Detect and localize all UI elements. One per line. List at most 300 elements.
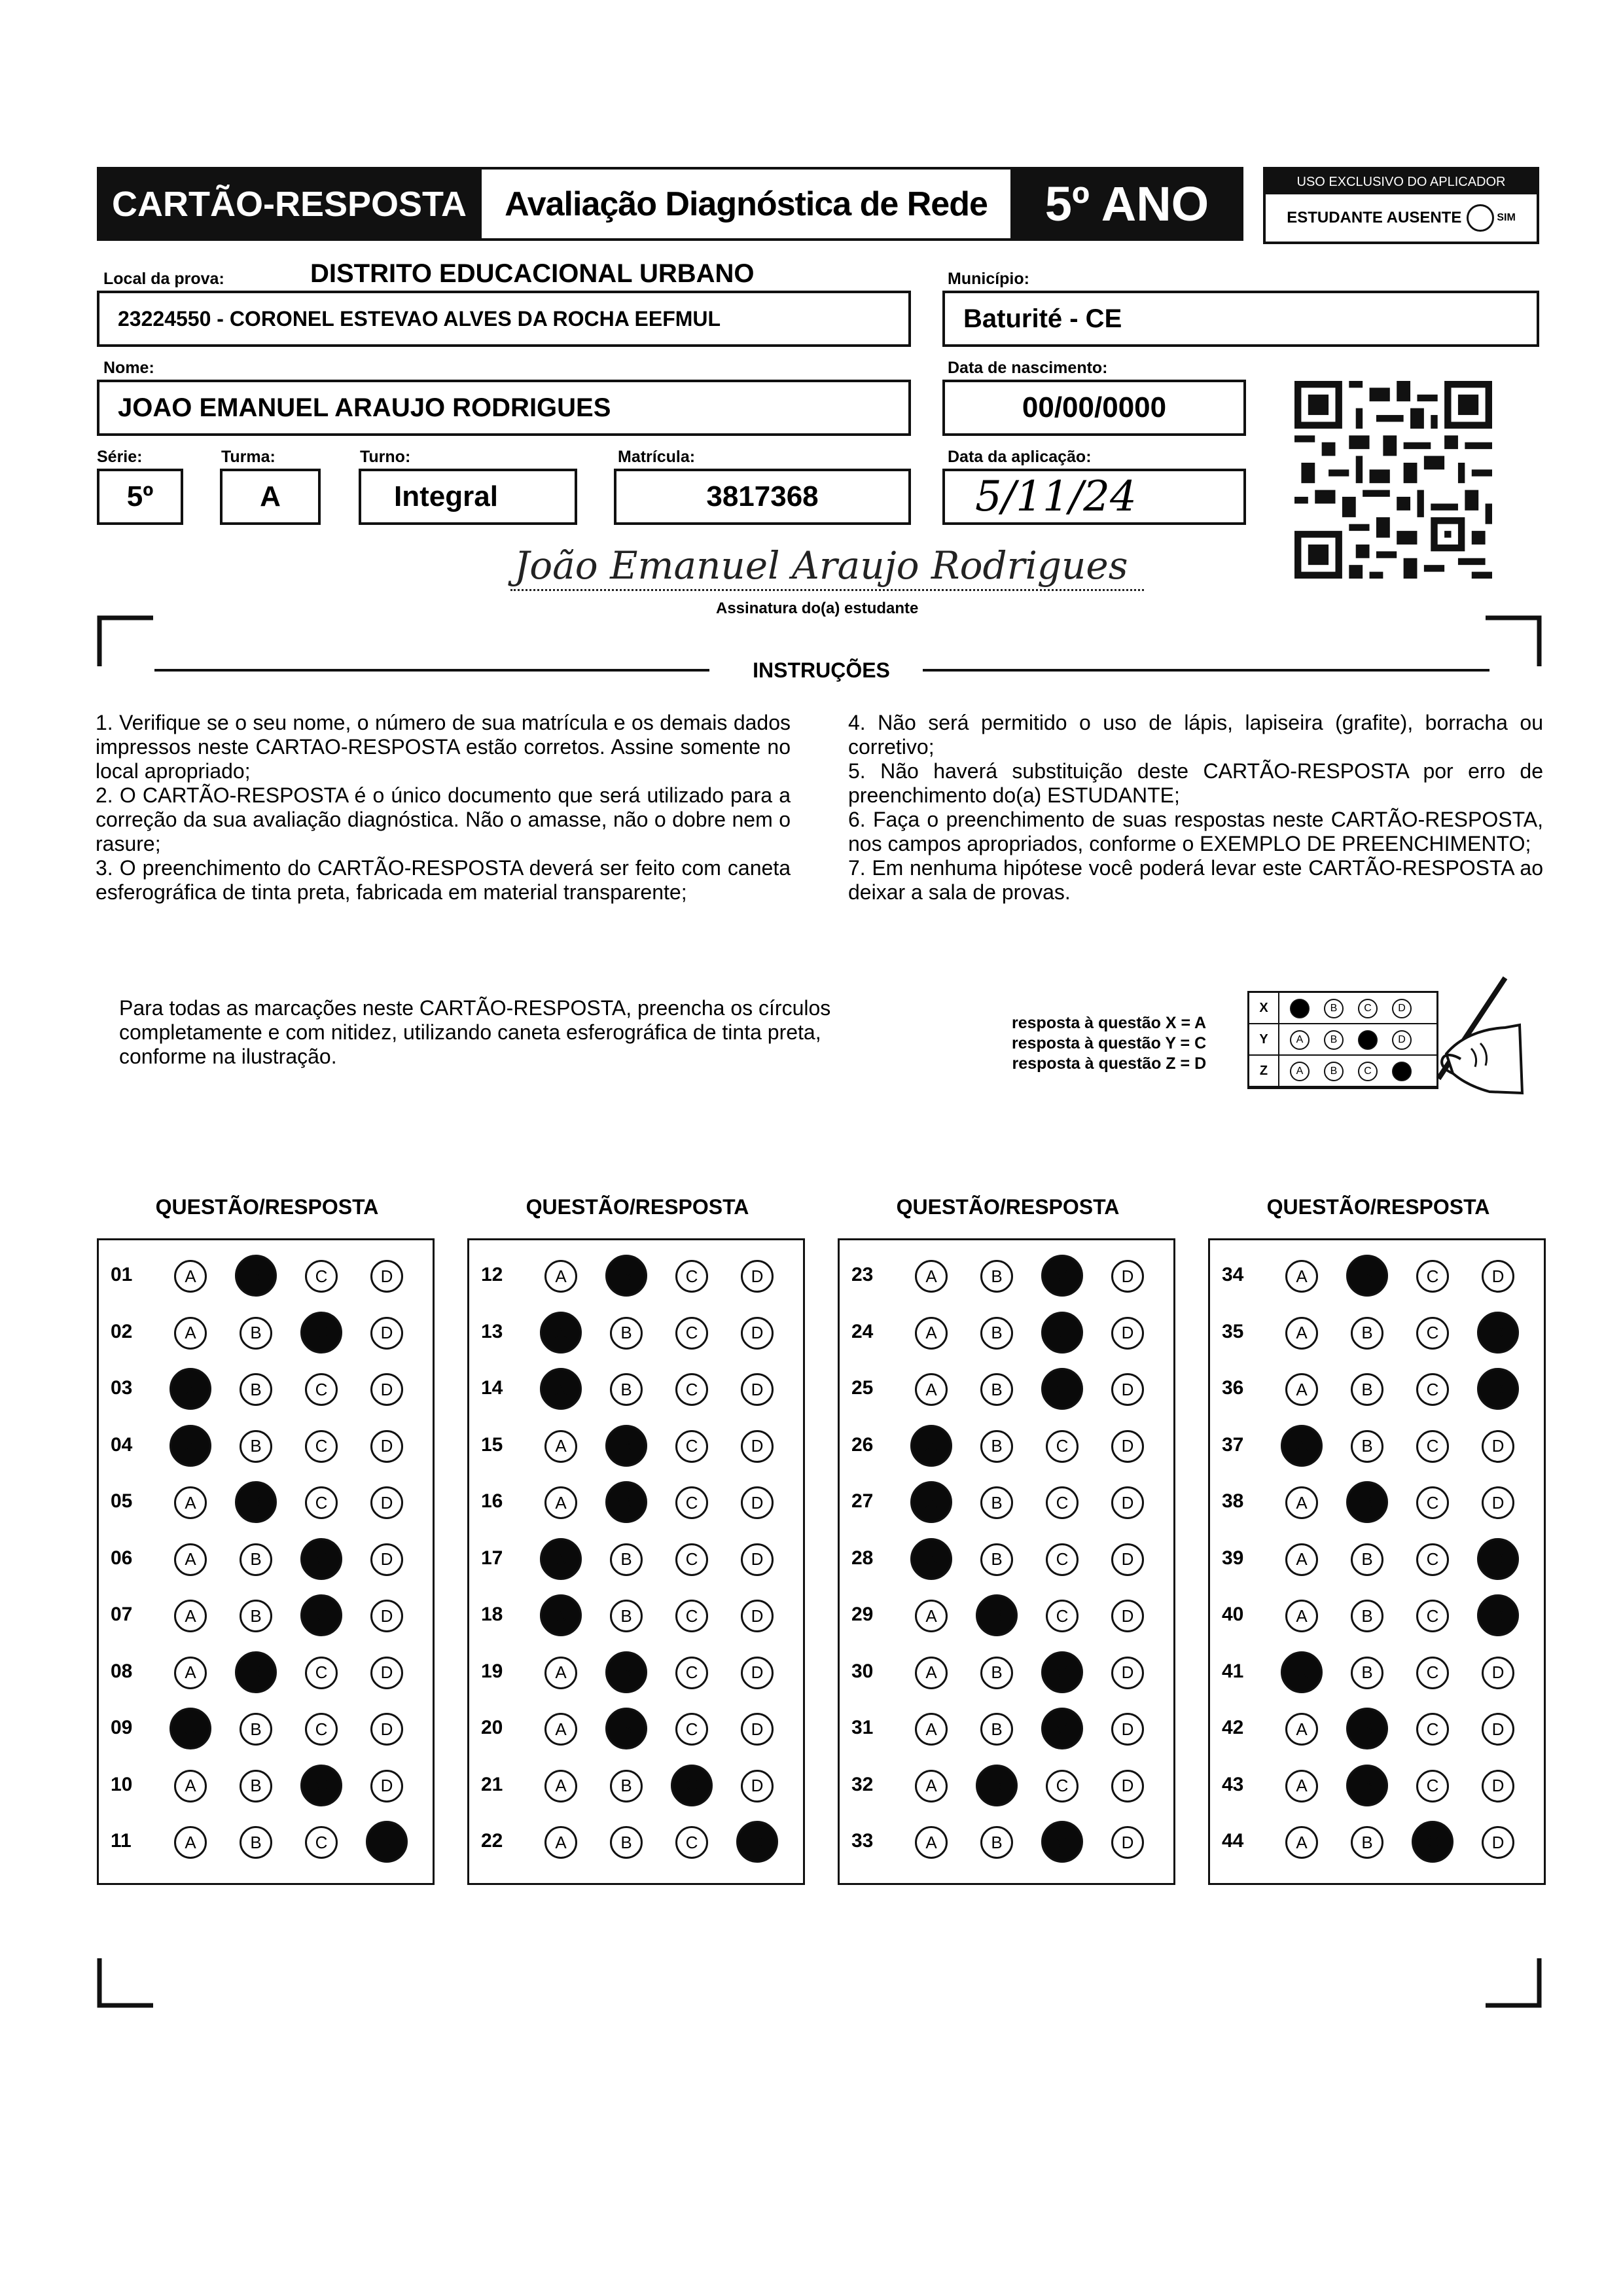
instructions-title: INSTRUÇÕES bbox=[753, 658, 890, 682]
corner-mark-bottom-right bbox=[1483, 1957, 1542, 2009]
answer-bubble-b[interactable]: B bbox=[1351, 1543, 1383, 1576]
matricula-label: Matrícula: bbox=[618, 448, 696, 466]
answer-bubble-a[interactable]: A bbox=[910, 1538, 952, 1580]
question-number: 15 bbox=[481, 1433, 503, 1456]
answer-bubble-a[interactable]: A bbox=[1281, 1425, 1323, 1467]
answer-bubble-d[interactable]: D bbox=[741, 1770, 774, 1803]
answer-bubble-d[interactable]: D bbox=[370, 1317, 403, 1350]
answer-bubble-d[interactable]: D bbox=[1111, 1600, 1144, 1632]
example-row-label: Z bbox=[1249, 1056, 1279, 1086]
answer-bubble-b[interactable]: B bbox=[240, 1826, 272, 1859]
answer-bubble-a[interactable]: A bbox=[174, 1317, 207, 1350]
grid-title: QUESTÃO/RESPOSTA bbox=[526, 1195, 749, 1219]
answer-bubble-d[interactable]: D bbox=[741, 1373, 774, 1406]
answer-bubble-c[interactable]: C bbox=[1416, 1430, 1449, 1463]
answer-row bbox=[99, 1309, 433, 1355]
answer-bubble-b[interactable]: B bbox=[605, 1651, 647, 1693]
answer-bubble-d[interactable]: D bbox=[736, 1821, 778, 1863]
answer-bubble-a[interactable]: A bbox=[1281, 1651, 1323, 1693]
answer-bubble-b[interactable]: B bbox=[980, 1543, 1013, 1576]
question-number: 40 bbox=[1222, 1604, 1244, 1625]
answer-bubble-a[interactable]: A bbox=[544, 1260, 577, 1293]
answer-bubble-a[interactable]: A bbox=[915, 1373, 948, 1406]
answer-bubble-c[interactable]: C bbox=[1046, 1543, 1079, 1576]
absent-option: SIM bbox=[1497, 212, 1516, 223]
instructions-rule-left bbox=[154, 669, 709, 672]
answer-bubble-c[interactable]: C bbox=[1041, 1821, 1083, 1863]
answer-bubble-b[interactable]: B bbox=[1351, 1373, 1383, 1406]
answer-bubble-a[interactable]: A bbox=[910, 1481, 952, 1523]
absent-bubble[interactable] bbox=[1467, 204, 1494, 232]
answer-bubble-c[interactable]: C bbox=[1416, 1543, 1449, 1576]
question-number: 33 bbox=[851, 1830, 874, 1852]
question-number: 39 bbox=[1222, 1547, 1244, 1569]
answer-bubble-d[interactable]: D bbox=[741, 1657, 774, 1689]
answer-bubble-a[interactable]: A bbox=[1285, 1770, 1318, 1803]
answer-bubble-c[interactable]: C bbox=[1046, 1430, 1079, 1463]
answer-bubble-a[interactable]: A bbox=[174, 1826, 207, 1859]
answer-bubble-b[interactable]: B bbox=[610, 1770, 643, 1803]
nome-label: Nome: bbox=[103, 359, 154, 377]
example-bubble-b: B bbox=[1324, 999, 1344, 1018]
example-legend-y: resposta à questão Y = C bbox=[1012, 1034, 1207, 1052]
answer-bubble-b[interactable]: B bbox=[980, 1373, 1013, 1406]
answer-row bbox=[840, 1309, 1173, 1355]
answer-row bbox=[1210, 1818, 1544, 1864]
answer-bubble-c[interactable]: C bbox=[1041, 1312, 1083, 1354]
instruction-item: 2. O CARTÃO-RESPOSTA é o único documento que será utilizado para a correção da sua avaliação diagnóstica. Não o amasse, não o dobre nem o rasure; bbox=[96, 783, 791, 855]
answer-bubble-a[interactable]: A bbox=[174, 1657, 207, 1689]
answer-row bbox=[1210, 1479, 1544, 1524]
answer-bubble-b[interactable]: B bbox=[240, 1713, 272, 1746]
turma-label: Turma: bbox=[221, 448, 276, 466]
answer-bubble-c[interactable]: C bbox=[305, 1430, 338, 1463]
answer-bubble-a[interactable]: A bbox=[915, 1657, 948, 1689]
answer-bubble-b[interactable]: B bbox=[605, 1481, 647, 1523]
answer-row bbox=[99, 1762, 433, 1808]
answer-bubble-c[interactable]: C bbox=[1412, 1821, 1454, 1863]
answer-bubble-d[interactable]: D bbox=[1111, 1486, 1144, 1519]
answer-row bbox=[1210, 1252, 1544, 1298]
answer-bubble-b[interactable]: B bbox=[980, 1713, 1013, 1746]
answer-bubble-d[interactable]: D bbox=[1111, 1713, 1144, 1746]
question-number: 10 bbox=[111, 1773, 133, 1795]
answer-bubble-d[interactable]: D bbox=[741, 1486, 774, 1519]
municipio-label: Município: bbox=[948, 270, 1029, 288]
answer-bubble-a[interactable]: A bbox=[174, 1260, 207, 1293]
question-number: 27 bbox=[851, 1490, 874, 1512]
answer-bubble-d[interactable]: D bbox=[370, 1657, 403, 1689]
answer-bubble-a[interactable]: A bbox=[915, 1770, 948, 1803]
answer-bubble-b[interactable]: B bbox=[980, 1486, 1013, 1519]
question-number: 06 bbox=[111, 1547, 133, 1569]
answer-bubble-d[interactable]: D bbox=[1482, 1260, 1514, 1293]
answer-bubble-d[interactable]: D bbox=[741, 1260, 774, 1293]
answer-bubble-b[interactable]: B bbox=[610, 1317, 643, 1350]
answer-row bbox=[840, 1705, 1173, 1751]
answer-bubble-a[interactable]: A bbox=[1285, 1486, 1318, 1519]
example-bubble-c: C bbox=[1358, 1062, 1378, 1081]
example-bubble-b: B bbox=[1324, 1062, 1344, 1081]
corner-mark-top-right bbox=[1483, 615, 1542, 668]
question-number: 08 bbox=[111, 1660, 133, 1682]
question-number: 20 bbox=[481, 1717, 503, 1738]
answer-bubble-b[interactable]: B bbox=[1351, 1430, 1383, 1463]
answer-bubble-c[interactable]: C bbox=[675, 1260, 708, 1293]
answer-bubble-c[interactable]: C bbox=[675, 1826, 708, 1859]
answer-bubble-a[interactable]: A bbox=[544, 1657, 577, 1689]
answer-bubble-d[interactable]: D bbox=[1477, 1312, 1519, 1354]
answer-bubble-c[interactable]: C bbox=[675, 1600, 708, 1632]
answer-grid bbox=[467, 1238, 805, 1885]
answer-row bbox=[469, 1592, 803, 1638]
instructions-rule-right bbox=[923, 669, 1489, 672]
answer-bubble-c[interactable]: C bbox=[1416, 1373, 1449, 1406]
answer-bubble-d[interactable]: D bbox=[370, 1543, 403, 1576]
question-number: 18 bbox=[481, 1604, 503, 1625]
question-number: 44 bbox=[1222, 1830, 1244, 1852]
example-bubble-d: D bbox=[1392, 999, 1412, 1018]
question-number: 38 bbox=[1222, 1490, 1244, 1512]
question-number: 23 bbox=[851, 1264, 874, 1285]
answer-row bbox=[99, 1479, 433, 1524]
answer-bubble-c[interactable]: C bbox=[305, 1713, 338, 1746]
answer-bubble-d[interactable]: D bbox=[1111, 1430, 1144, 1463]
answer-row bbox=[469, 1252, 803, 1298]
answer-bubble-d[interactable]: D bbox=[1477, 1594, 1519, 1636]
answer-bubble-c[interactable]: C bbox=[1046, 1486, 1079, 1519]
answer-bubble-a[interactable]: A bbox=[174, 1543, 207, 1576]
answer-row bbox=[1210, 1649, 1544, 1695]
example-legend bbox=[1012, 1013, 1206, 1074]
answer-bubble-a[interactable]: A bbox=[169, 1708, 211, 1749]
question-number: 24 bbox=[851, 1320, 874, 1342]
answer-bubble-a[interactable]: A bbox=[1285, 1260, 1318, 1293]
answer-bubble-a[interactable]: A bbox=[1285, 1826, 1318, 1859]
answer-bubble-b[interactable]: B bbox=[1346, 1255, 1388, 1297]
example-bubble-a: A bbox=[1290, 999, 1310, 1018]
instruction-item: 5. Não haverá substituição deste CARTÃO-RESPOSTA por erro de preenchimento do(a) ESTUDANTE; bbox=[848, 759, 1543, 807]
question-number: 11 bbox=[111, 1830, 132, 1852]
answer-bubble-d[interactable]: D bbox=[1482, 1713, 1514, 1746]
answer-bubble-a[interactable]: A bbox=[910, 1425, 952, 1467]
answer-bubble-b[interactable]: B bbox=[235, 1255, 277, 1297]
question-number: 09 bbox=[111, 1717, 133, 1738]
answer-bubble-b[interactable]: B bbox=[1346, 1708, 1388, 1749]
answer-bubble-c[interactable]: C bbox=[1416, 1260, 1449, 1293]
answer-bubble-a[interactable]: A bbox=[540, 1538, 582, 1580]
answer-bubble-b[interactable]: B bbox=[610, 1373, 643, 1406]
answer-bubble-d[interactable]: D bbox=[1477, 1538, 1519, 1580]
answer-bubble-b[interactable]: B bbox=[235, 1481, 277, 1523]
example-row-label: X bbox=[1249, 993, 1279, 1023]
answer-bubble-c[interactable]: C bbox=[1041, 1368, 1083, 1410]
answer-bubble-a[interactable]: A bbox=[169, 1368, 211, 1410]
example-bubble-c: C bbox=[1358, 999, 1378, 1018]
answer-row bbox=[840, 1252, 1173, 1298]
answer-bubble-c[interactable]: C bbox=[675, 1430, 708, 1463]
answer-bubble-a[interactable]: A bbox=[915, 1260, 948, 1293]
answer-bubble-d[interactable]: D bbox=[370, 1430, 403, 1463]
answer-row bbox=[469, 1365, 803, 1411]
question-number: 22 bbox=[481, 1830, 503, 1852]
answer-bubble-b[interactable]: B bbox=[605, 1425, 647, 1467]
applicator-title: USO EXCLUSIVO DO APLICADOR bbox=[1266, 170, 1537, 194]
answer-bubble-d[interactable]: D bbox=[1111, 1317, 1144, 1350]
question-number: 21 bbox=[481, 1773, 503, 1795]
answer-bubble-c[interactable]: C bbox=[675, 1543, 708, 1576]
question-number: 13 bbox=[481, 1320, 503, 1342]
answer-bubble-c[interactable]: C bbox=[671, 1765, 713, 1806]
question-number: 14 bbox=[481, 1377, 503, 1399]
answer-bubble-b[interactable]: B bbox=[980, 1657, 1013, 1689]
answer-bubble-c[interactable]: C bbox=[305, 1486, 338, 1519]
applicator-box bbox=[1263, 167, 1539, 244]
answer-bubble-a[interactable]: A bbox=[915, 1713, 948, 1746]
answer-bubble-d[interactable]: D bbox=[370, 1770, 403, 1803]
answer-row bbox=[469, 1762, 803, 1808]
answer-bubble-c[interactable]: C bbox=[675, 1317, 708, 1350]
answer-bubble-d[interactable]: D bbox=[370, 1260, 403, 1293]
answer-bubble-a[interactable]: A bbox=[540, 1312, 582, 1354]
answer-bubble-d[interactable]: D bbox=[1111, 1657, 1144, 1689]
local-value: DISTRITO EDUCACIONAL URBANO bbox=[310, 259, 755, 288]
answer-bubble-c[interactable]: C bbox=[675, 1713, 708, 1746]
local-label: Local da prova: bbox=[103, 270, 224, 288]
instruction-item: 3. O preenchimento do CARTÃO-RESPOSTA deverá ser feito com caneta esferográfica de tinta preta, fabricada em material transparente; bbox=[96, 856, 791, 904]
instruction-item: 1. Verifique se o seu nome, o número de sua matrícula e os demais dados impressos neste CARTAO-RESPOSTA estão corretos. Assine somente no local apropriado; bbox=[96, 711, 791, 783]
answer-bubble-d[interactable]: D bbox=[741, 1317, 774, 1350]
answer-bubble-d[interactable]: D bbox=[1482, 1826, 1514, 1859]
answer-row bbox=[840, 1649, 1173, 1695]
answer-bubble-b[interactable]: B bbox=[240, 1770, 272, 1803]
answer-bubble-a[interactable]: A bbox=[1285, 1373, 1318, 1406]
question-number: 17 bbox=[481, 1547, 503, 1569]
answer-row bbox=[1210, 1705, 1544, 1751]
question-number: 34 bbox=[1222, 1264, 1244, 1285]
answer-bubble-c[interactable]: C bbox=[300, 1594, 342, 1636]
answer-bubble-d[interactable]: D bbox=[1111, 1770, 1144, 1803]
question-number: 04 bbox=[111, 1433, 133, 1456]
answer-bubble-a[interactable]: A bbox=[544, 1770, 577, 1803]
answer-bubble-a[interactable]: A bbox=[915, 1826, 948, 1859]
answer-bubble-b[interactable]: B bbox=[980, 1260, 1013, 1293]
corner-mark-bottom-left bbox=[97, 1957, 156, 2009]
answer-bubble-a[interactable]: A bbox=[1285, 1543, 1318, 1576]
answer-bubble-a[interactable]: A bbox=[544, 1713, 577, 1746]
answer-bubble-c[interactable]: C bbox=[675, 1657, 708, 1689]
answer-bubble-c[interactable]: C bbox=[1416, 1600, 1449, 1632]
instructions-right bbox=[848, 711, 1543, 905]
answer-bubble-d[interactable]: D bbox=[370, 1713, 403, 1746]
answer-bubble-a[interactable]: A bbox=[174, 1600, 207, 1632]
answer-bubble-c[interactable]: C bbox=[675, 1486, 708, 1519]
answer-bubble-b[interactable]: B bbox=[240, 1317, 272, 1350]
answer-bubble-d[interactable]: D bbox=[741, 1430, 774, 1463]
answer-bubble-c[interactable]: C bbox=[300, 1538, 342, 1580]
answer-row bbox=[840, 1365, 1173, 1411]
answer-bubble-c[interactable]: C bbox=[1041, 1651, 1083, 1693]
answer-bubble-d[interactable]: D bbox=[366, 1821, 408, 1863]
answer-row bbox=[99, 1535, 433, 1581]
answer-row bbox=[99, 1705, 433, 1751]
answer-bubble-d[interactable]: D bbox=[1482, 1770, 1514, 1803]
answer-row bbox=[1210, 1762, 1544, 1808]
school-field: 23224550 - CORONEL ESTEVAO ALVES DA ROCHA EEFMUL bbox=[97, 291, 911, 347]
question-number: 36 bbox=[1222, 1377, 1244, 1399]
answer-bubble-d[interactable]: D bbox=[1482, 1430, 1514, 1463]
answer-bubble-d[interactable]: D bbox=[1111, 1826, 1144, 1859]
answer-bubble-c[interactable]: C bbox=[1416, 1770, 1449, 1803]
answer-bubble-c[interactable]: C bbox=[1046, 1600, 1079, 1632]
answer-bubble-b[interactable]: B bbox=[1346, 1765, 1388, 1806]
question-number: 30 bbox=[851, 1660, 874, 1682]
answer-bubble-d[interactable]: D bbox=[370, 1373, 403, 1406]
answer-bubble-c[interactable]: C bbox=[305, 1657, 338, 1689]
answer-bubble-d[interactable]: D bbox=[1477, 1368, 1519, 1410]
answer-bubble-a[interactable]: A bbox=[915, 1317, 948, 1350]
question-number: 01 bbox=[111, 1264, 133, 1285]
answer-bubble-b[interactable]: B bbox=[1351, 1317, 1383, 1350]
turno-label: Turno: bbox=[360, 448, 411, 466]
aplicacao-label: Data da aplicação: bbox=[948, 448, 1092, 466]
answer-bubble-a[interactable]: A bbox=[540, 1594, 582, 1636]
answer-bubble-b[interactable]: B bbox=[976, 1594, 1018, 1636]
question-number: 41 bbox=[1222, 1660, 1244, 1682]
example-text: Para todas as marcações neste CARTÃO-RESPOSTA, preencha os círculos completamente e com nitidez, utilizando caneta esferográfica de tinta preta, conforme na ilustração. bbox=[119, 996, 831, 1068]
matricula-field: 3817368 bbox=[614, 469, 911, 525]
corner-mark-top-left bbox=[97, 615, 156, 668]
answer-bubble-c[interactable]: C bbox=[1416, 1317, 1449, 1350]
answer-bubble-b[interactable]: B bbox=[980, 1317, 1013, 1350]
example-bubble-c: C bbox=[1358, 1030, 1378, 1050]
instructions-left bbox=[96, 711, 791, 905]
answer-bubble-b[interactable]: B bbox=[605, 1255, 647, 1297]
answer-row bbox=[469, 1309, 803, 1355]
answer-bubble-c[interactable]: C bbox=[1416, 1713, 1449, 1746]
answer-bubble-c[interactable]: C bbox=[1041, 1708, 1083, 1749]
instruction-item: 7. Em nenhuma hipótese você poderá levar este CARTÃO-RESPOSTA ao deixar a sala de provas. bbox=[848, 856, 1543, 904]
example-legend-x: resposta à questão X = A bbox=[1012, 1014, 1207, 1032]
answer-bubble-c[interactable]: C bbox=[305, 1826, 338, 1859]
answer-bubble-b[interactable]: B bbox=[1351, 1657, 1383, 1689]
example-row-label: Y bbox=[1249, 1024, 1279, 1054]
answer-bubble-b[interactable]: B bbox=[610, 1826, 643, 1859]
answer-bubble-a[interactable]: A bbox=[540, 1368, 582, 1410]
question-number: 31 bbox=[851, 1717, 874, 1738]
answer-bubble-c[interactable]: C bbox=[305, 1373, 338, 1406]
answer-bubble-b[interactable]: B bbox=[610, 1543, 643, 1576]
answer-bubble-b[interactable]: B bbox=[976, 1765, 1018, 1806]
answer-bubble-b[interactable]: B bbox=[1351, 1600, 1383, 1632]
answer-bubble-d[interactable]: D bbox=[741, 1600, 774, 1632]
answer-bubble-b[interactable]: B bbox=[240, 1373, 272, 1406]
answer-bubble-c[interactable]: C bbox=[305, 1260, 338, 1293]
example-legend-z: resposta à questão Z = D bbox=[1012, 1054, 1207, 1073]
answer-row bbox=[840, 1818, 1173, 1864]
answer-bubble-a[interactable]: A bbox=[915, 1600, 948, 1632]
question-number: 35 bbox=[1222, 1320, 1244, 1342]
question-number: 12 bbox=[481, 1264, 503, 1285]
answer-bubble-b[interactable]: B bbox=[610, 1600, 643, 1632]
answer-bubble-b[interactable]: B bbox=[240, 1600, 272, 1632]
question-number: 03 bbox=[111, 1377, 133, 1399]
turno-field: Integral bbox=[359, 469, 577, 525]
answer-row bbox=[1210, 1535, 1544, 1581]
answer-row bbox=[99, 1592, 433, 1638]
answer-row bbox=[840, 1762, 1173, 1808]
answer-row bbox=[99, 1252, 433, 1298]
answer-bubble-c[interactable]: C bbox=[300, 1765, 342, 1806]
answer-row bbox=[1210, 1592, 1544, 1638]
grid-title: QUESTÃO/RESPOSTA bbox=[155, 1195, 379, 1219]
question-number: 28 bbox=[851, 1547, 874, 1569]
answer-bubble-d[interactable]: D bbox=[370, 1600, 403, 1632]
answer-bubble-b[interactable]: B bbox=[240, 1430, 272, 1463]
answer-bubble-d[interactable]: D bbox=[1482, 1486, 1514, 1519]
serie-field: 5º bbox=[97, 469, 183, 525]
answer-grid bbox=[838, 1238, 1175, 1885]
example-bubble-a: A bbox=[1290, 1062, 1310, 1081]
answer-bubble-d[interactable]: D bbox=[370, 1486, 403, 1519]
answer-bubble-c[interactable]: C bbox=[300, 1312, 342, 1354]
grid-title: QUESTÃO/RESPOSTA bbox=[896, 1195, 1120, 1219]
signature-handwritten: João Emanuel Araujo Rodrigues bbox=[514, 543, 1128, 588]
answer-bubble-a[interactable]: A bbox=[169, 1425, 211, 1467]
answer-bubble-a[interactable]: A bbox=[1285, 1317, 1318, 1350]
answer-bubble-a[interactable]: A bbox=[174, 1486, 207, 1519]
answer-bubble-b[interactable]: B bbox=[235, 1651, 277, 1693]
answer-row bbox=[1210, 1422, 1544, 1468]
answer-bubble-d[interactable]: D bbox=[1111, 1373, 1144, 1406]
answer-bubble-a[interactable]: A bbox=[1285, 1713, 1318, 1746]
answer-row bbox=[99, 1422, 433, 1468]
answer-bubble-c[interactable]: C bbox=[1416, 1657, 1449, 1689]
answer-bubble-c[interactable]: C bbox=[1416, 1486, 1449, 1519]
answer-bubble-b[interactable]: B bbox=[240, 1543, 272, 1576]
question-number: 16 bbox=[481, 1490, 503, 1512]
answer-bubble-b[interactable]: B bbox=[980, 1826, 1013, 1859]
answer-bubble-b[interactable]: B bbox=[1351, 1826, 1383, 1859]
answer-bubble-a[interactable]: A bbox=[174, 1770, 207, 1803]
question-number: 25 bbox=[851, 1377, 874, 1399]
answer-bubble-d[interactable]: D bbox=[1111, 1543, 1144, 1576]
answer-bubble-d[interactable]: D bbox=[741, 1543, 774, 1576]
answer-grid bbox=[1208, 1238, 1546, 1885]
answer-bubble-a[interactable]: A bbox=[544, 1430, 577, 1463]
answer-bubble-c[interactable]: C bbox=[1041, 1255, 1083, 1297]
exam-title: Avaliação Diagnóstica de Rede bbox=[482, 167, 1010, 241]
answer-bubble-d[interactable]: D bbox=[741, 1713, 774, 1746]
answer-row bbox=[840, 1422, 1173, 1468]
question-number: 26 bbox=[851, 1433, 874, 1456]
answer-bubble-b[interactable]: B bbox=[1346, 1481, 1388, 1523]
answer-row bbox=[1210, 1365, 1544, 1411]
answer-bubble-a[interactable]: A bbox=[1285, 1600, 1318, 1632]
answer-bubble-a[interactable]: A bbox=[544, 1486, 577, 1519]
answer-bubble-b[interactable]: B bbox=[980, 1430, 1013, 1463]
pen-hand-icon bbox=[1407, 975, 1525, 1100]
question-number: 37 bbox=[1222, 1433, 1244, 1456]
answer-bubble-b[interactable]: B bbox=[605, 1708, 647, 1749]
answer-row bbox=[840, 1592, 1173, 1638]
answer-bubble-c[interactable]: C bbox=[1046, 1770, 1079, 1803]
answer-bubble-a[interactable]: A bbox=[544, 1826, 577, 1859]
question-number: 05 bbox=[111, 1490, 133, 1512]
answer-bubble-c[interactable]: C bbox=[675, 1373, 708, 1406]
answer-bubble-d[interactable]: D bbox=[1482, 1657, 1514, 1689]
answer-bubble-d[interactable]: D bbox=[1111, 1260, 1144, 1293]
